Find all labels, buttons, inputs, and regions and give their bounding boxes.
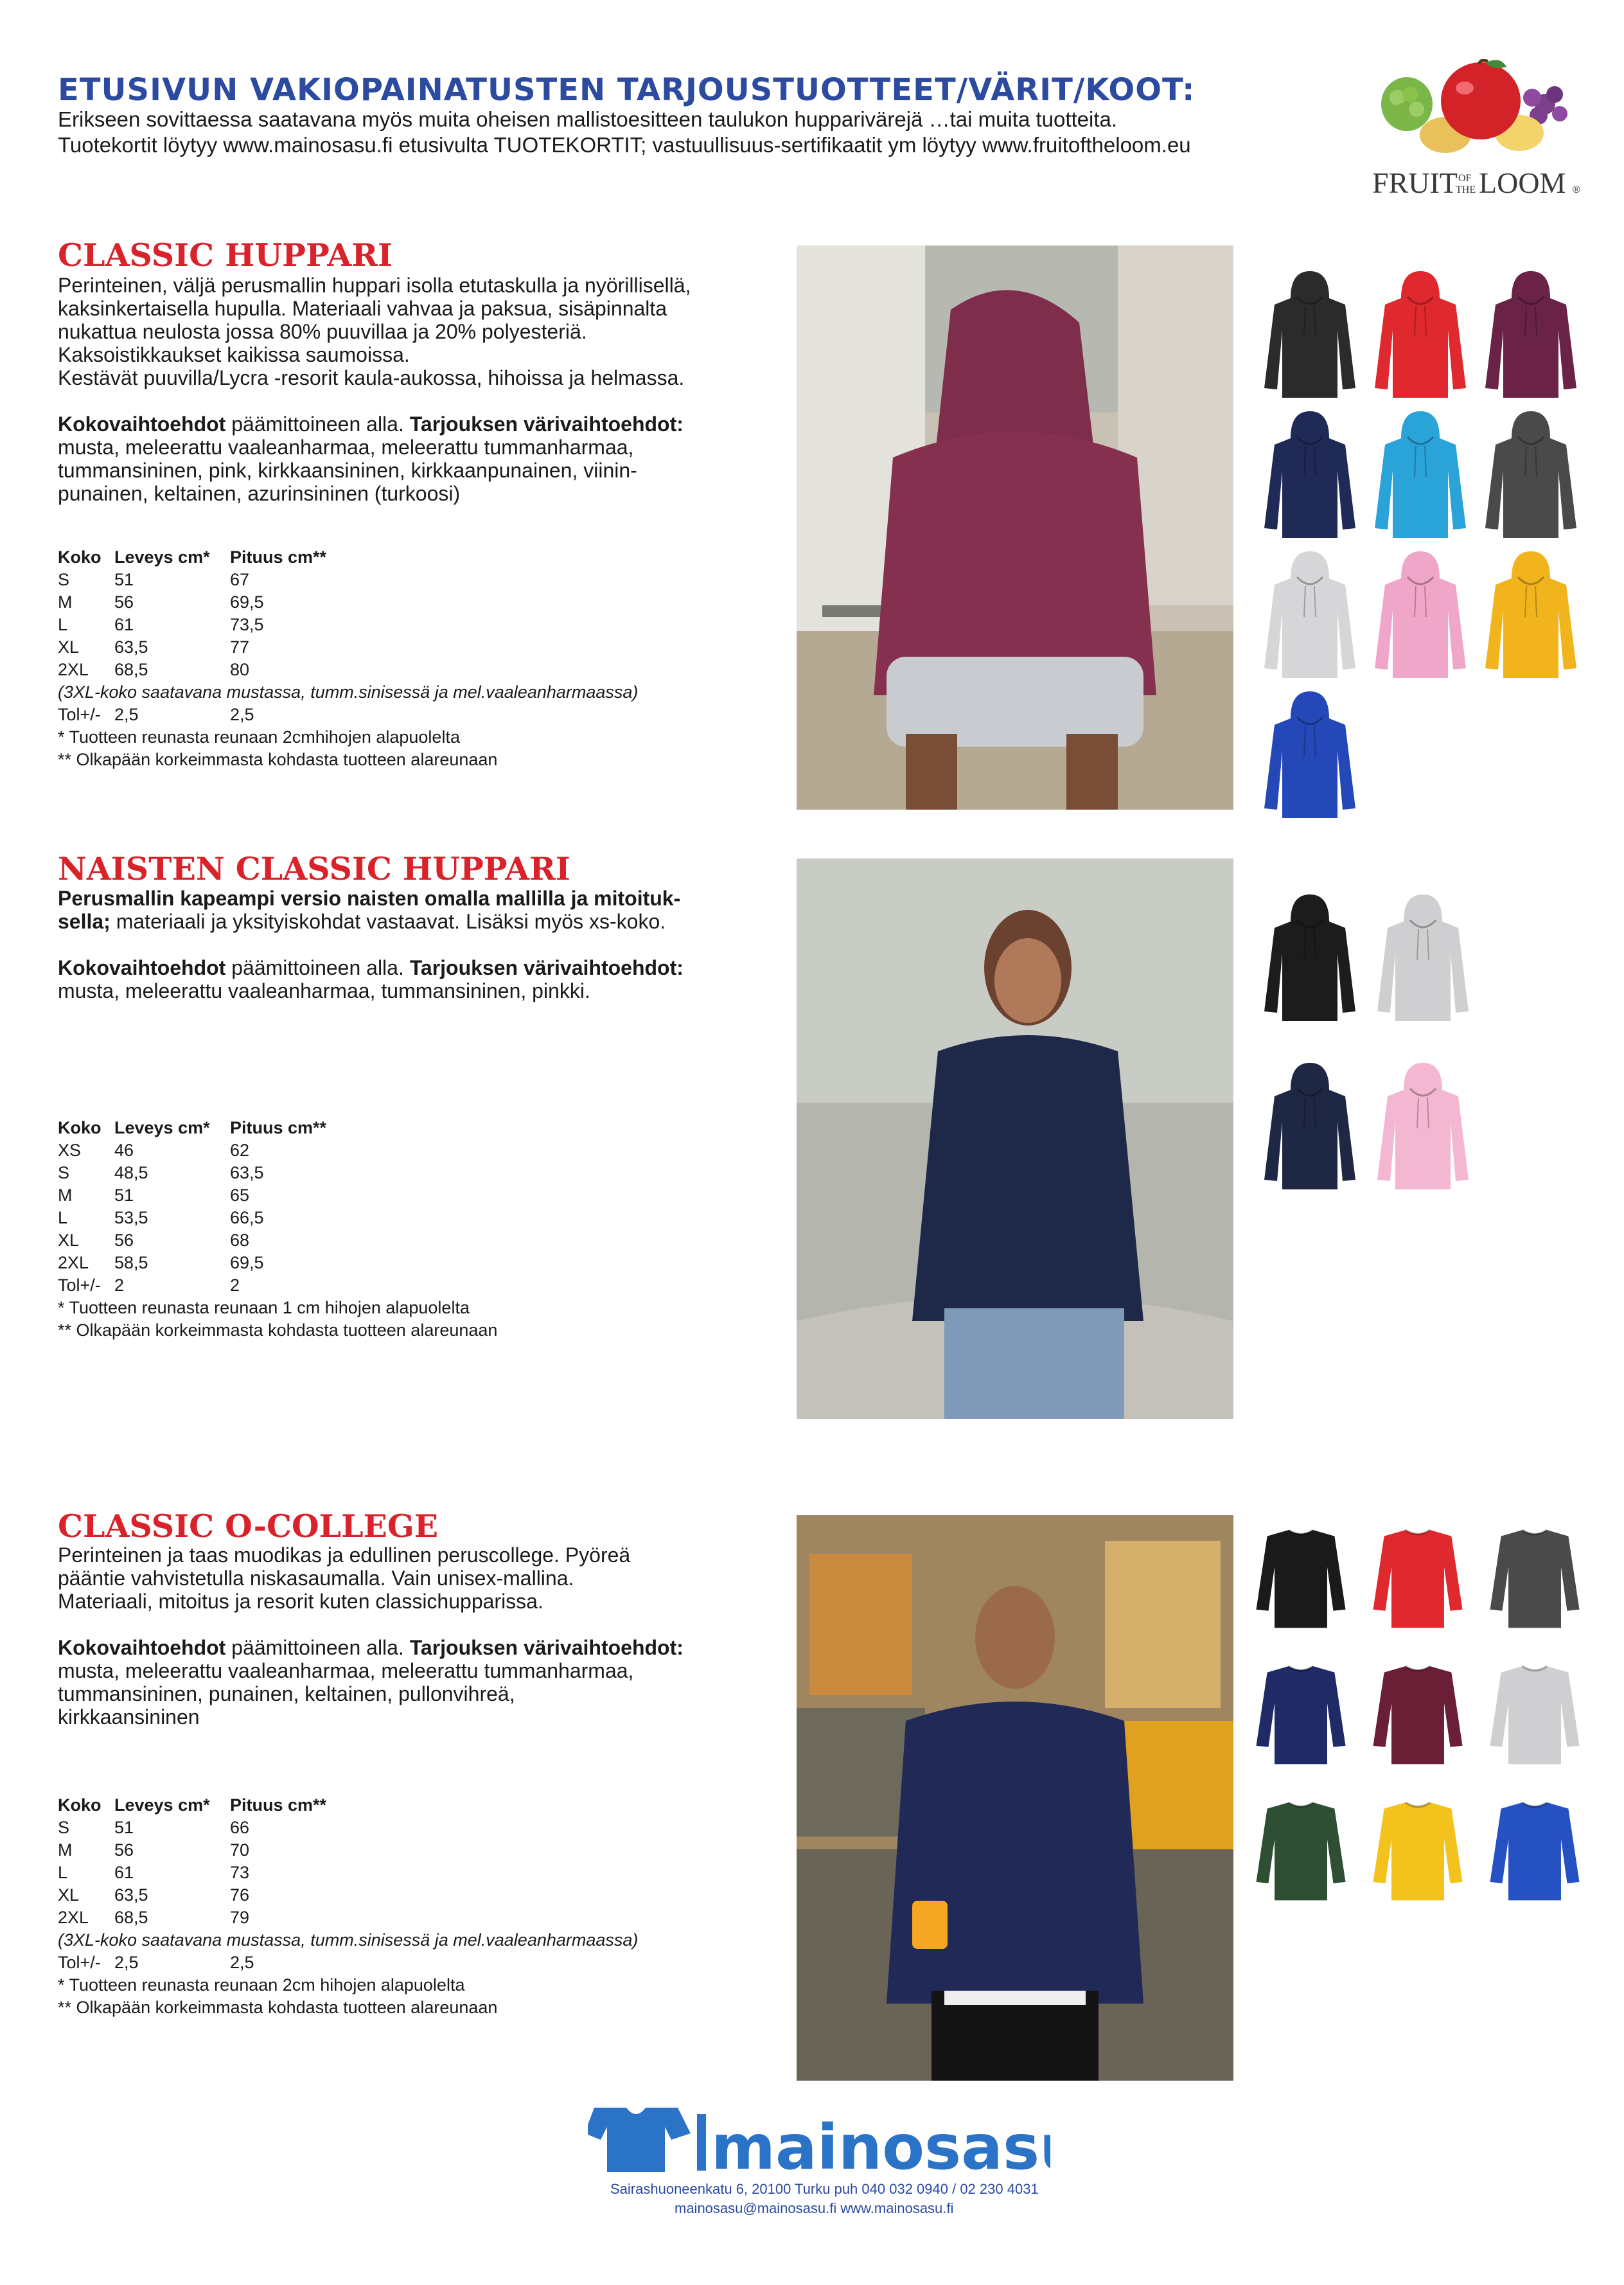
tolerance-row: Tol+/- 2 2 [58, 1276, 240, 1295]
hoodie-swatch [1483, 546, 1579, 684]
colors-line: tummansininen, punainen, keltainen, pullonvihreä, [58, 1682, 515, 1705]
colors-line: kirkkaansininen [58, 1705, 200, 1729]
svg-text:FRUIT: FRUIT [1372, 166, 1458, 199]
hoodie-swatch [1483, 266, 1579, 404]
options-line: Kokovaihtoehdot päämittoineen alla. Tarjouksen värivaihtoehdot: [58, 1636, 684, 1659]
footer-email-web: mainosasu@mainosasu.fi www.mainosasu.fi [675, 2200, 954, 2216]
footer-contact [610, 2180, 1039, 2218]
color-swatches-classic-o-college [1253, 1518, 1587, 2070]
intro-text [58, 107, 1191, 158]
hoodie-swatch [1262, 1058, 1358, 1196]
sweatshirt-swatch [1487, 1790, 1583, 1922]
options-line: Kokovaihtoehdot päämittoineen alla. Tarjouksen värivaihtoehdot: [58, 956, 684, 979]
intro-line-2: Tuotekortit löytyy www.mainosasu.fi etusivulta TUOTEKORTIT; vastuullisuus-sertifikaatit ym löytyy www.fruitoftheloom.eu [58, 133, 1191, 157]
hoodie-swatch [1372, 266, 1469, 404]
hoodie-swatch [1372, 546, 1469, 684]
size-row: 2XL 68,5 79 [58, 1908, 250, 1927]
hoodie-swatch [1262, 686, 1358, 824]
size-row: XL 56 68 [58, 1231, 250, 1250]
colors-line: musta, meleerattu vaaleanharmaa, meleerattu tummanharmaa, [58, 1659, 634, 1682]
sweatshirt-swatch [1487, 1518, 1583, 1649]
size-row: 2XL 58,5 69,5 [58, 1253, 264, 1272]
fruit-of-the-loom-logo [1368, 59, 1587, 207]
size-row: 2XL 68,5 80 [58, 660, 250, 679]
colors-line: punainen, keltainen, azurinsininen (turkoosi) [58, 482, 461, 505]
product-photo-naisten-classic-huppari [797, 858, 1233, 1419]
page-title: ETUSIVUN VAKIOPAINATUSTEN TARJOUSTUOTTEET/VÄRIT/KOOT: [58, 72, 1196, 108]
size-note-width: * Tuotteen reunasta reunaan 2cm hihojen alapuolelta [58, 1975, 465, 1995]
colors-line: tummansininen, pink, kirkkaansininen, kirkkaanpunainen, viinin- [58, 459, 637, 482]
size-row: M 51 65 [58, 1186, 250, 1205]
desc-line: pääntie vahvistetulla niskasaumalla. Vain unisex-mallina. [58, 1567, 574, 1590]
options-line: Kokovaihtoehdot päämittoineen alla. Tarjouksen värivaihtoehdot: [58, 413, 684, 436]
desc-line: kaksinkertaisella hupulla. Materiaali vahvaa ja paksua, sisäpinnalta [58, 297, 667, 320]
color-swatches-classic-huppari [1262, 266, 1583, 819]
size-row: L 61 73 [58, 1863, 250, 1882]
hoodie-swatch [1262, 889, 1358, 1027]
tshirt-icon [588, 2108, 691, 2172]
sweatshirt-swatch [1487, 1654, 1583, 1786]
size-table-classic-o-college [58, 1794, 638, 2019]
size-row: L 53,5 66,5 [58, 1208, 264, 1227]
desc-line: sella; materiaali ja yksityiskohdat vastaavat. Lisäksi myös xs-koko. [58, 910, 666, 933]
hoodie-swatch [1375, 889, 1471, 1027]
product-photo-classic-o-college [797, 1515, 1233, 2081]
size-row: L 61 73,5 [58, 615, 264, 634]
footer-address: Sairashuoneenkatu 6, 20100 Turku puh 040 032 0940 / 02 230 4031 [610, 2181, 1039, 2197]
size-note-length: ** Olkapään korkeimmasta kohdasta tuotteen alareunaan [58, 1320, 498, 1340]
size-row: S 51 66 [58, 1818, 250, 1837]
size-note-length: ** Olkapään korkeimmasta kohdasta tuotteen alareunaan [58, 1998, 498, 2017]
mainosasu-logo [588, 2101, 1050, 2178]
sweatshirt-swatch [1253, 1518, 1349, 1649]
intro-line-1: Erikseen sovittaessa saatavana myös muita oheisen mallistoesitteen taulukon hupparivärejä …tai muita tuotteita. [58, 107, 1118, 131]
size-row: XL 63,5 77 [58, 637, 250, 657]
size-table-classic-huppari [58, 546, 638, 771]
hoodie-swatch [1372, 406, 1469, 544]
size-row: M 56 69,5 [58, 592, 264, 612]
desc-line: Perinteinen, väljä perusmallin huppari isolla etutaskulla ja nyörillisellä, [58, 274, 691, 297]
color-swatches-naisten-classic-huppari [1262, 889, 1474, 1223]
svg-text:®: ® [1573, 184, 1580, 195]
svg-text:OF: OF [1458, 173, 1472, 184]
size-row: XL 63,5 76 [58, 1885, 250, 1905]
section-title-classic-o-college: CLASSIC O-COLLEGE [58, 1507, 439, 1545]
tolerance-row: Tol+/- 2,5 2,5 [58, 1953, 254, 1972]
section-desc-classic-o-college [58, 1543, 684, 1729]
fruit-logo-graphic [1368, 59, 1587, 207]
size-table-header: Koko Leveys cm* Pituus cm** [58, 547, 327, 567]
size-row: M 56 70 [58, 1840, 250, 1860]
size-table-naisten-classic-huppari [58, 1117, 497, 1342]
sweatshirt-swatch [1370, 1790, 1466, 1922]
size-note-width: * Tuotteen reunasta reunaan 2cmhihojen alapuolelta [58, 727, 460, 747]
section-desc-classic-huppari [58, 274, 691, 505]
section-title-classic-huppari: CLASSIC HUPPARI [58, 236, 393, 274]
hoodie-swatch [1262, 546, 1358, 684]
product-photo-classic-huppari [797, 245, 1233, 810]
desc-line: Materiaali, mitoitus ja resorit kuten classichupparissa. [58, 1590, 543, 1613]
size-row: XS 46 62 [58, 1141, 250, 1160]
sweatshirt-swatch [1253, 1790, 1349, 1922]
svg-text:mainosasu: mainosasu [711, 2112, 1050, 2178]
section-title-naisten-classic-huppari: NAISTEN CLASSIC HUPPARI [58, 850, 570, 887]
colors-line: musta, meleerattu vaaleanharmaa, tummansininen, pinkki. [58, 979, 590, 1002]
desc-line: nukattua neulosta jossa 80% puuvillaa ja 20% polyesteriä. [58, 320, 587, 343]
colors-line: musta, meleerattu vaaleanharmaa, meleerattu tummanharmaa, [58, 436, 634, 459]
size-note-3xl: (3XL-koko saatavana mustassa, tumm.sinisessä ja mel.vaaleanharmaassa) [58, 1930, 639, 1950]
hoodie-swatch [1262, 406, 1358, 544]
section-desc-naisten-classic-huppari [58, 887, 684, 1002]
size-table-header: Koko Leveys cm* Pituus cm** [58, 1118, 327, 1137]
size-row: S 48,5 63,5 [58, 1163, 264, 1182]
size-note-width: * Tuotteen reunasta reunaan 1 cm hihojen alapuolelta [58, 1298, 470, 1317]
size-row: S 51 67 [58, 570, 250, 589]
hoodie-swatch [1483, 406, 1579, 544]
sweatshirt-swatch [1370, 1518, 1466, 1649]
size-table-header: Koko Leveys cm* Pituus cm** [58, 1795, 327, 1815]
desc-line: Kestävät puuvilla/Lycra -resorit kaula-aukossa, hihoissa ja helmassa. [58, 366, 685, 389]
hoodie-swatch [1262, 266, 1358, 404]
desc-line: Perinteinen ja taas muodikas ja edullinen peruscollege. Pyöreä [58, 1543, 631, 1567]
svg-text:LOOM: LOOM [1479, 166, 1566, 199]
sweatshirt-swatch [1253, 1654, 1349, 1786]
tolerance-row: Tol+/- 2,5 2,5 [58, 705, 254, 724]
size-note-length: ** Olkapään korkeimmasta kohdasta tuotteen alareunaan [58, 750, 498, 769]
sweatshirt-swatch [1370, 1654, 1466, 1786]
svg-text:THE: THE [1456, 184, 1476, 195]
size-note-3xl: (3XL-koko saatavana mustassa, tumm.sinisessä ja mel.vaaleanharmaassa) [58, 682, 639, 702]
hoodie-swatch [1375, 1058, 1471, 1196]
desc-line: Kaksoistikkaukset kaikissa saumoissa. [58, 343, 410, 366]
desc-line: Perusmallin kapeampi versio naisten omalla mallilla ja mitoituk- [58, 887, 681, 910]
